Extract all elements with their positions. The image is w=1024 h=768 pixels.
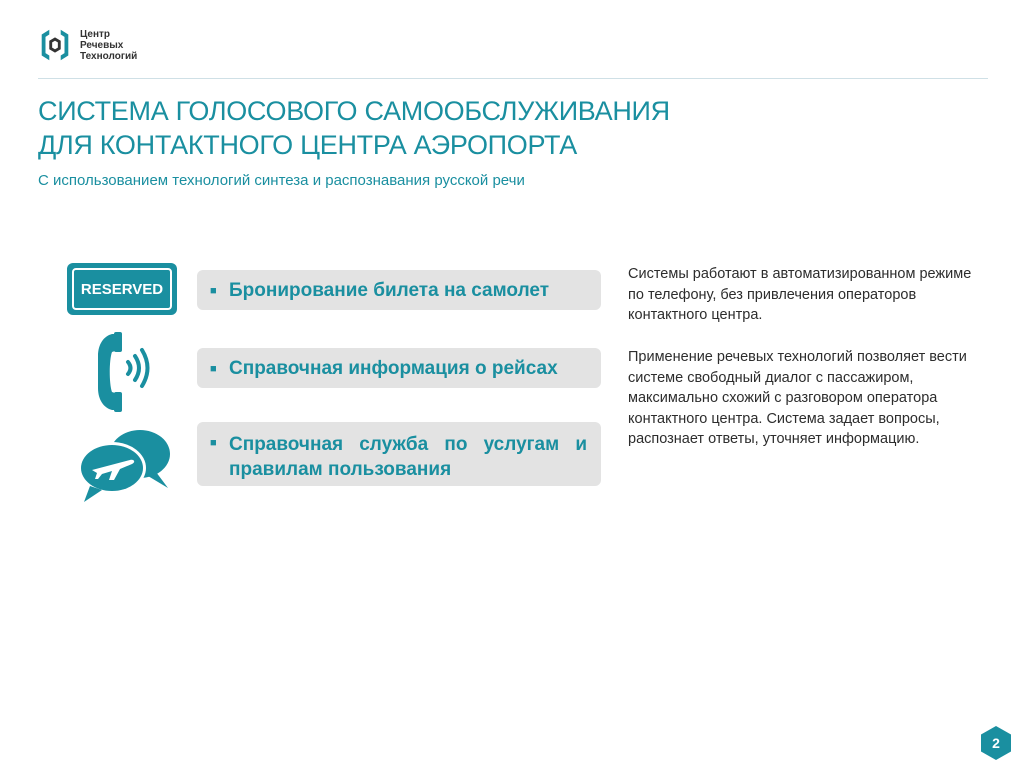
logo-line-3: Технологий	[80, 50, 138, 62]
logo	[36, 26, 170, 64]
description-paragraph-2: Применение речевых технологий позволяет вести системе свободный диалог с пассажиром, максимально схожий с разговором оператора контактного центра. Система задает вопросы, распознает ответы, уточняет информацию.	[628, 349, 967, 447]
service-label: Справочная информация о рейсах	[229, 358, 558, 379]
bullet-icon: ■	[210, 285, 217, 297]
service-item-flight-info	[197, 348, 601, 388]
chat-airplane-icon	[74, 424, 174, 504]
logo-line-1: Центр	[80, 28, 111, 40]
slide-title-line-2: ДЛЯ КОНТАКТНОГО ЦЕНТРА АЭРОПОРТА	[38, 130, 577, 160]
service-label: Справочная служба по услугам и правилам пользования	[229, 434, 587, 480]
bullet-icon: ■	[210, 437, 217, 449]
description-paragraph-1: Системы работают в автоматизированном режиме по телефону, без привлечения операторов контактного центра.	[628, 266, 972, 323]
service-item-booking	[197, 270, 601, 310]
slide-subtitle: С использованием технологий синтеза и распознавания русской речи	[38, 172, 525, 189]
reserved-sign-icon	[66, 262, 178, 316]
header-divider	[38, 78, 988, 79]
logo-line-2: Речевых	[80, 39, 124, 51]
service-label: Бронирование билета на самолет	[229, 280, 550, 301]
page-number: 2	[992, 735, 1000, 751]
slide-title	[38, 94, 938, 162]
logo-brackets-icon	[36, 26, 74, 64]
reserved-sign-text: RESERVED	[80, 281, 164, 298]
logo-text	[80, 29, 170, 62]
phone-icon	[92, 328, 162, 416]
slide-title-line-1: СИСТЕМА ГОЛОСОВОГО САМООБСЛУЖИВАНИЯ	[38, 96, 670, 126]
service-item-help-desk	[197, 422, 601, 486]
bullet-icon: ■	[210, 363, 217, 375]
